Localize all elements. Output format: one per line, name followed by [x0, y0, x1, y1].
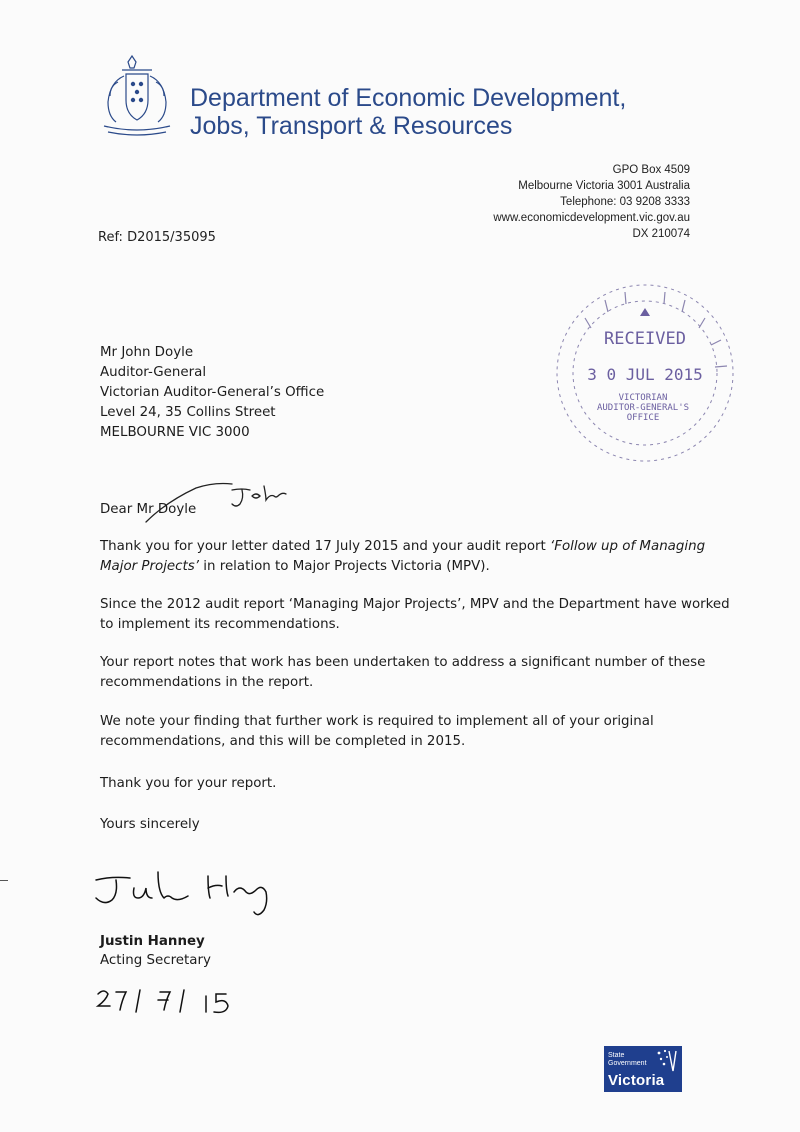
handwritten-signature [88, 862, 318, 924]
logo-line-2: Government [608, 1060, 647, 1067]
received-stamp [545, 278, 745, 468]
stamp-label: RECEIVED [604, 329, 686, 349]
handwritten-john-signature [140, 478, 300, 528]
address-block [493, 162, 690, 242]
recipient-line: Level 24, 35 Collins Street [100, 405, 276, 420]
address-line: GPO Box 4509 [612, 164, 690, 176]
reference-number: Ref: D2015/35095 [98, 230, 216, 245]
southern-cross-icon [655, 1049, 677, 1073]
stamp-date: 3 0 JUL 2015 [587, 365, 703, 384]
stamp-office-line-3: OFFICE [626, 413, 660, 423]
recipient-address [100, 343, 324, 443]
address-line: Melbourne Victoria 3001 Australia [518, 180, 690, 192]
paragraph-3: Your report notes that work has been undertaken to address a significant number of these recommendations in the report. [100, 655, 706, 690]
paragraph-1-text-b: in relation to Major Projects Victoria (MPV). [199, 559, 490, 574]
address-line: www.economicdevelopment.vic.gov.au [493, 212, 690, 224]
signatory-title: Acting Secretary [100, 953, 211, 968]
paragraph-1-report-title: ‘Follow up of Managing Major Projects’ [100, 539, 706, 574]
address-line: Telephone: 03 9208 3333 [560, 196, 690, 208]
stamp-office-line-1: VICTORIAN [618, 393, 668, 403]
stamp-office-line-2: AUDITOR-GENERAL'S [596, 403, 690, 413]
paragraph-1 [100, 537, 740, 577]
logo-line-3: Victoria [608, 1072, 665, 1089]
stamp-bell-icon [640, 308, 650, 316]
recipient-line: MELBOURNE VIC 3000 [100, 425, 250, 440]
victoria-coat-of-arms-icon [98, 52, 176, 140]
margin-mark [0, 880, 8, 881]
salutation: Dear Mr Doyle [100, 502, 197, 517]
paragraph-5: Thank you for your report. [100, 776, 277, 791]
paragraph-4: We note your finding that further work is required to implement all of your original recommendations, and this will be completed in 2015. [100, 714, 654, 749]
department-line-1: Department of Economic Development, [190, 84, 627, 112]
recipient-line: Victorian Auditor-General’s Office [100, 385, 325, 400]
handwritten-date [92, 982, 252, 1016]
recipient-line: Auditor-General [100, 365, 207, 380]
state-government-victoria-logo [604, 1046, 682, 1092]
recipient-line: Mr John Doyle [100, 345, 194, 360]
logo-line-1: State [608, 1052, 625, 1059]
department-line-2: Jobs, Transport & Resources [190, 112, 513, 140]
address-line: DX 210074 [632, 228, 690, 240]
logo-text-state-government [608, 1052, 647, 1068]
signatory-name: Justin Hanney [100, 934, 205, 949]
department-name [190, 84, 626, 140]
closing: Yours sincerely [100, 817, 200, 832]
paragraph-1-text-a: Thank you for your letter dated 17 July 2015 and your audit report [100, 539, 551, 554]
paragraph-2: Since the 2012 audit report ‘Managing Major Projects’, MPV and the Department have worked to implement its recommendations. [100, 597, 730, 632]
